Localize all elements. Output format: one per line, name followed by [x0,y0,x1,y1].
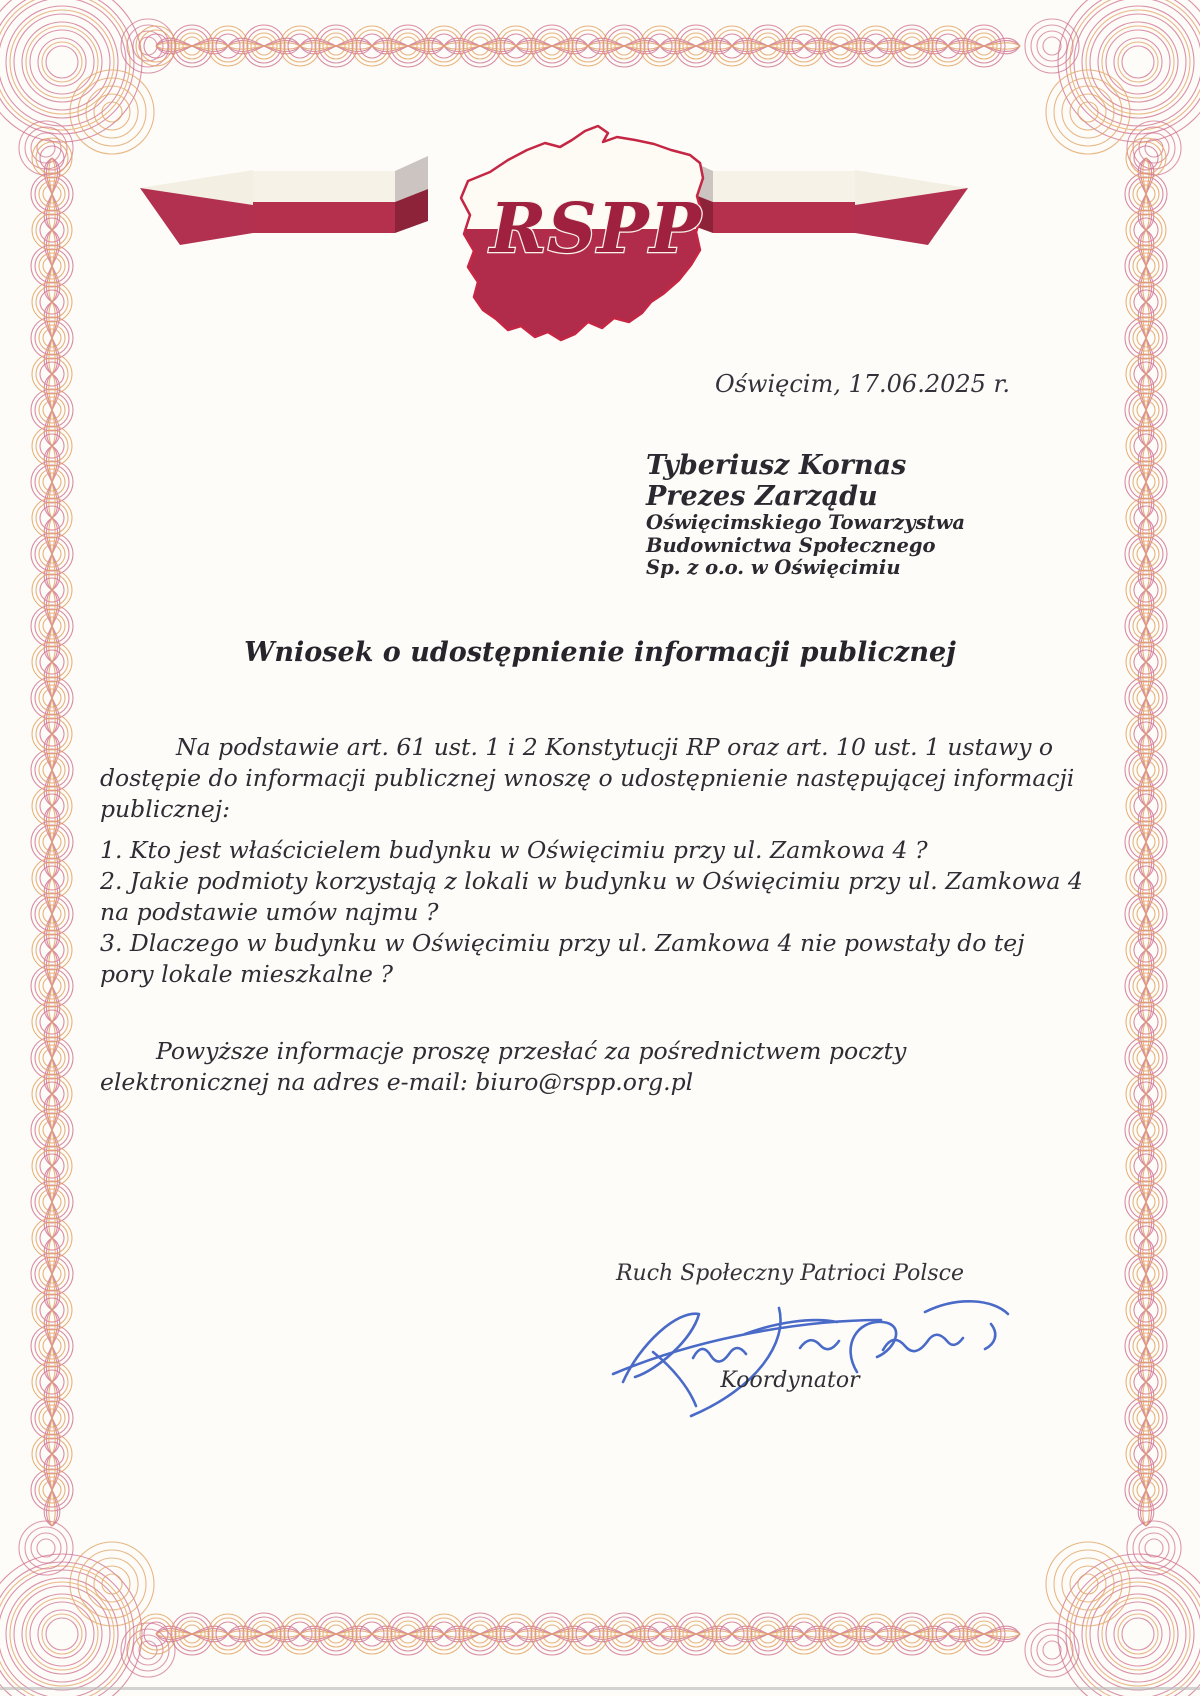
border-corner-bottomleft [0,1521,175,1696]
poland-map-logo [450,118,712,349]
question-item: 3. Dlaczego w budynku w Oświęcimiu przy ul. Zamkowa 4 nie powstały do tej pory lokale mieszkalne ? [100,929,1025,988]
scan-artifact-line [0,1687,1200,1690]
delivery-paragraph: Powyższe informacje proszę przesłać za pośrednictwem poczty elektronicznej na adres e-mail: biuro@rspp.org.pl [100,1037,907,1096]
border-chain-bottom [136,1613,1020,1655]
recipient-name: Tyberiusz Kornas [646,450,907,481]
question-item: 2. Jakie podmioty korzystają z lokali w budynku w Oświęcimiu przy ul. Zamkowa 4 na podstawie umów najmu ? [100,867,1083,926]
flag-ribbon-right [680,156,968,245]
recipient-org-line: Sp. z o.o. w Oświęcimiu [646,556,901,579]
recipient-block [646,450,965,580]
recipient-title: Prezes Zarządu [646,481,878,512]
rspp-logo-text: RSPP [490,189,702,269]
signature-role: Koordynator [720,1368,860,1393]
intro-paragraph: Na podstawie art. 61 ust. 1 i 2 Konstytucji RP oraz art. 10 ust. 1 ustawy o dostępie do informacji publicznej wnoszę o udostępnienie następującej informacji publicznej: [100,733,1075,823]
signature-organization: Ruch Społeczny Patrioci Polsce [615,1261,964,1286]
recipient-org-line: Oświęcimskiego Towarzystwa [646,511,965,534]
place-date: Oświęcim, 17.06.2025 r. [714,370,1010,398]
border-corner-bottomright [1025,1521,1200,1696]
handwritten-signature-icon [595,1282,1015,1422]
flag-ribbon-left [140,156,428,245]
question-item: 1. Kto jest właścicielem budynku w Oświęcimiu przy ul. Zamkowa 4 ? [100,836,928,864]
letterhead [0,0,1200,365]
letter-subject: Wniosek o udostępnienie informacji publicznej [244,637,956,668]
recipient-org-line: Budownictwa Społecznego [646,533,936,557]
questions-list [100,835,1085,990]
